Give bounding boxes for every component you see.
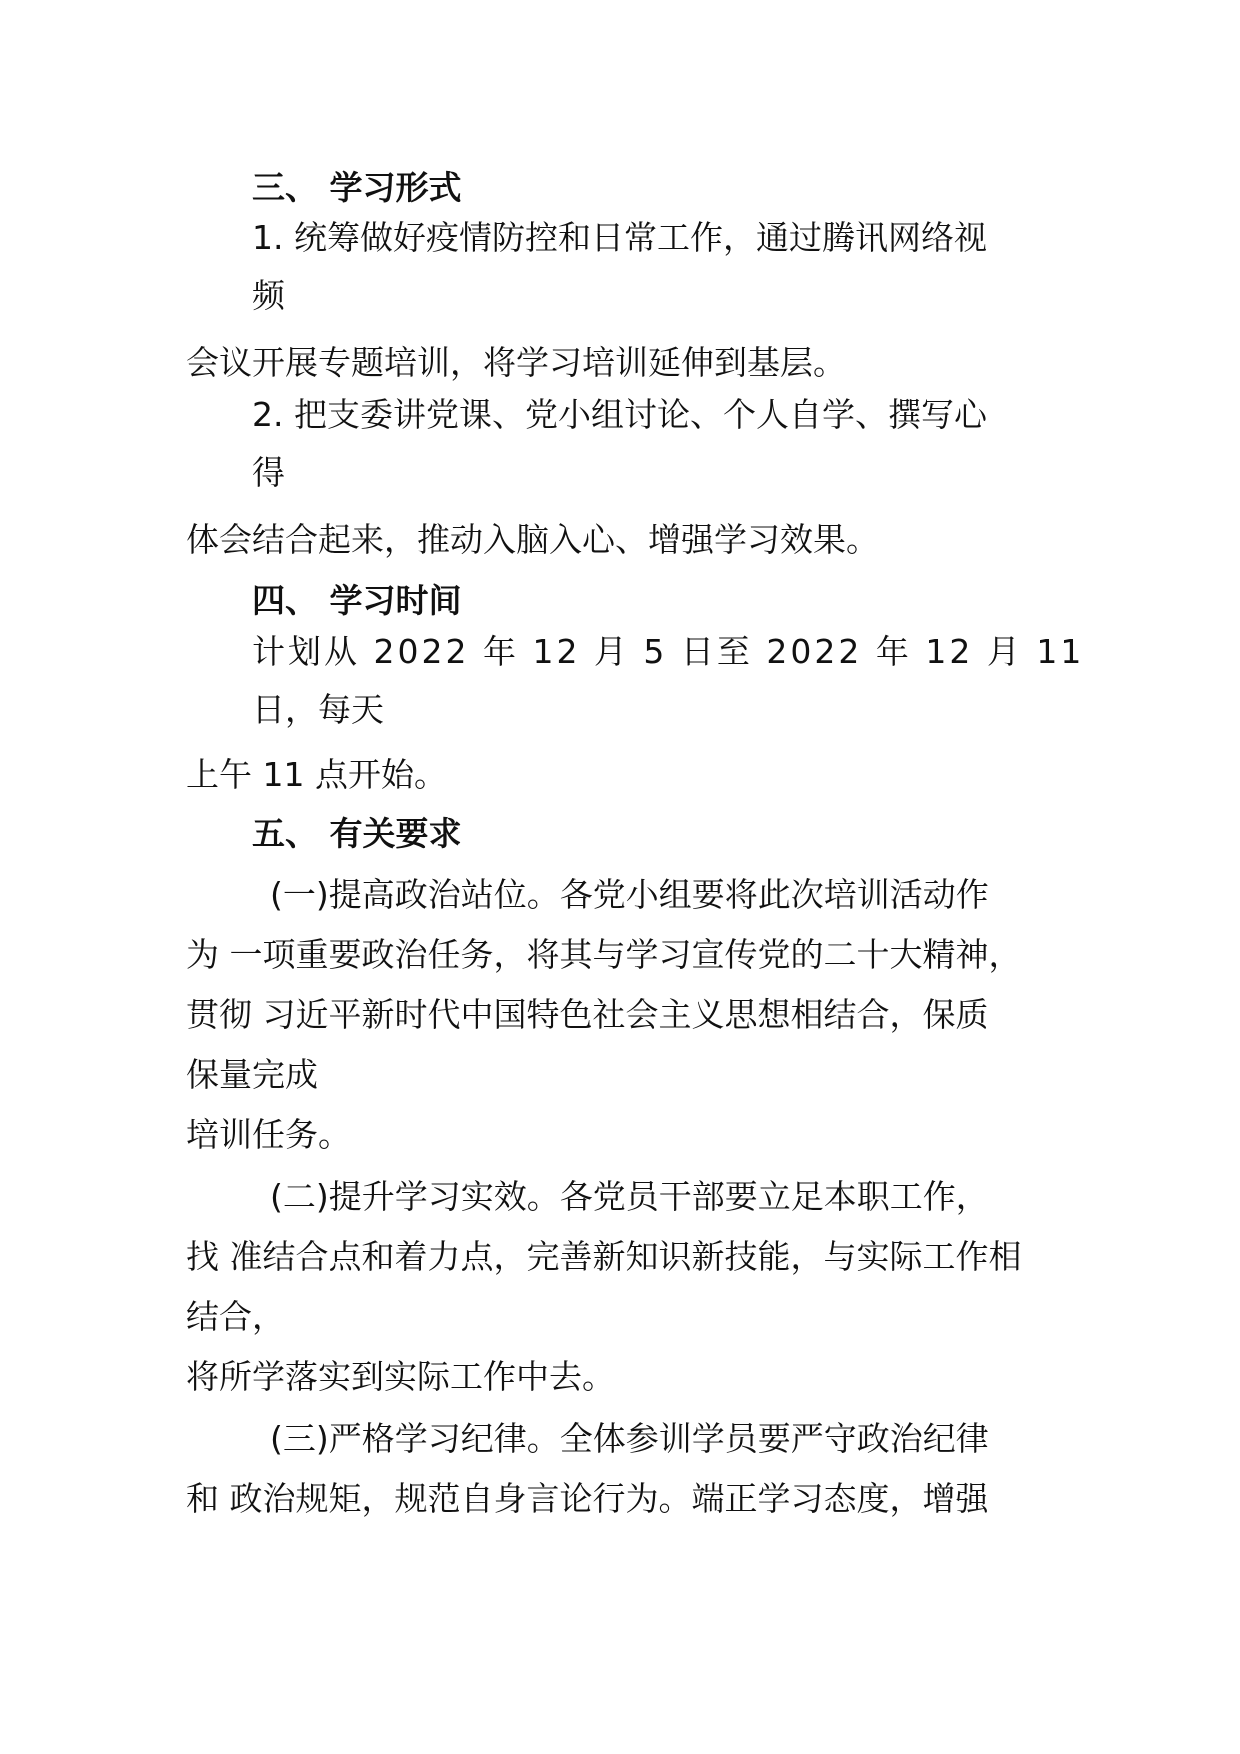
paragraph-line: 日，每天	[252, 690, 384, 729]
section-heading-requirements: 五、 有关要求	[252, 814, 462, 853]
paragraph-line: 上午 11 点开始。	[186, 755, 447, 794]
paragraph-line: (一)提高政治站位。各党小组要将此次培训活动作	[270, 875, 989, 914]
paragraph-line: 和 政治规矩，规范自身言论行为。端正学习态度，增强	[186, 1479, 989, 1518]
paragraph-line: 会议开展专题培训，将学习培训延伸到基层。	[186, 343, 846, 382]
paragraph-line: (三)严格学习纪律。全体参训学员要严守政治纪律	[270, 1419, 989, 1458]
section-heading-learning-time: 四、 学习时间	[252, 581, 462, 620]
paragraph-line: 保量完成	[186, 1055, 318, 1094]
paragraph-line: 计划从 2022 年 12 月 5 日至 2022 年 12 月 11	[252, 632, 1085, 671]
paragraph-line: 1. 统筹做好疫情防控和日常工作，通过腾讯网络视	[252, 218, 987, 257]
paragraph-line: 体会结合起来，推动入脑入心、增强学习效果。	[186, 520, 879, 559]
paragraph-line: 2. 把支委讲党课、党小组讨论、个人自学、撰写心	[252, 395, 987, 434]
paragraph-line: 培训任务。	[186, 1115, 351, 1154]
paragraph-line: 找 准结合点和着力点，完善新知识新技能，与实际工作相	[186, 1237, 1022, 1276]
paragraph-line: 结合，	[186, 1297, 285, 1336]
paragraph-line: 为 一项重要政治任务，将其与学习宣传党的二十大精神，	[186, 935, 1022, 974]
paragraph-line: 将所学落实到实际工作中去。	[186, 1357, 615, 1396]
paragraph-line: 贯彻 习近平新时代中国特色社会主义思想相结合，保质	[186, 995, 989, 1034]
section-heading-learning-form: 三、 学习形式	[252, 168, 462, 207]
paragraph-line: (二)提升学习实效。各党员干部要立足本职工作，	[270, 1177, 989, 1216]
paragraph-line: 频	[252, 276, 285, 315]
paragraph-line: 得	[252, 453, 285, 492]
